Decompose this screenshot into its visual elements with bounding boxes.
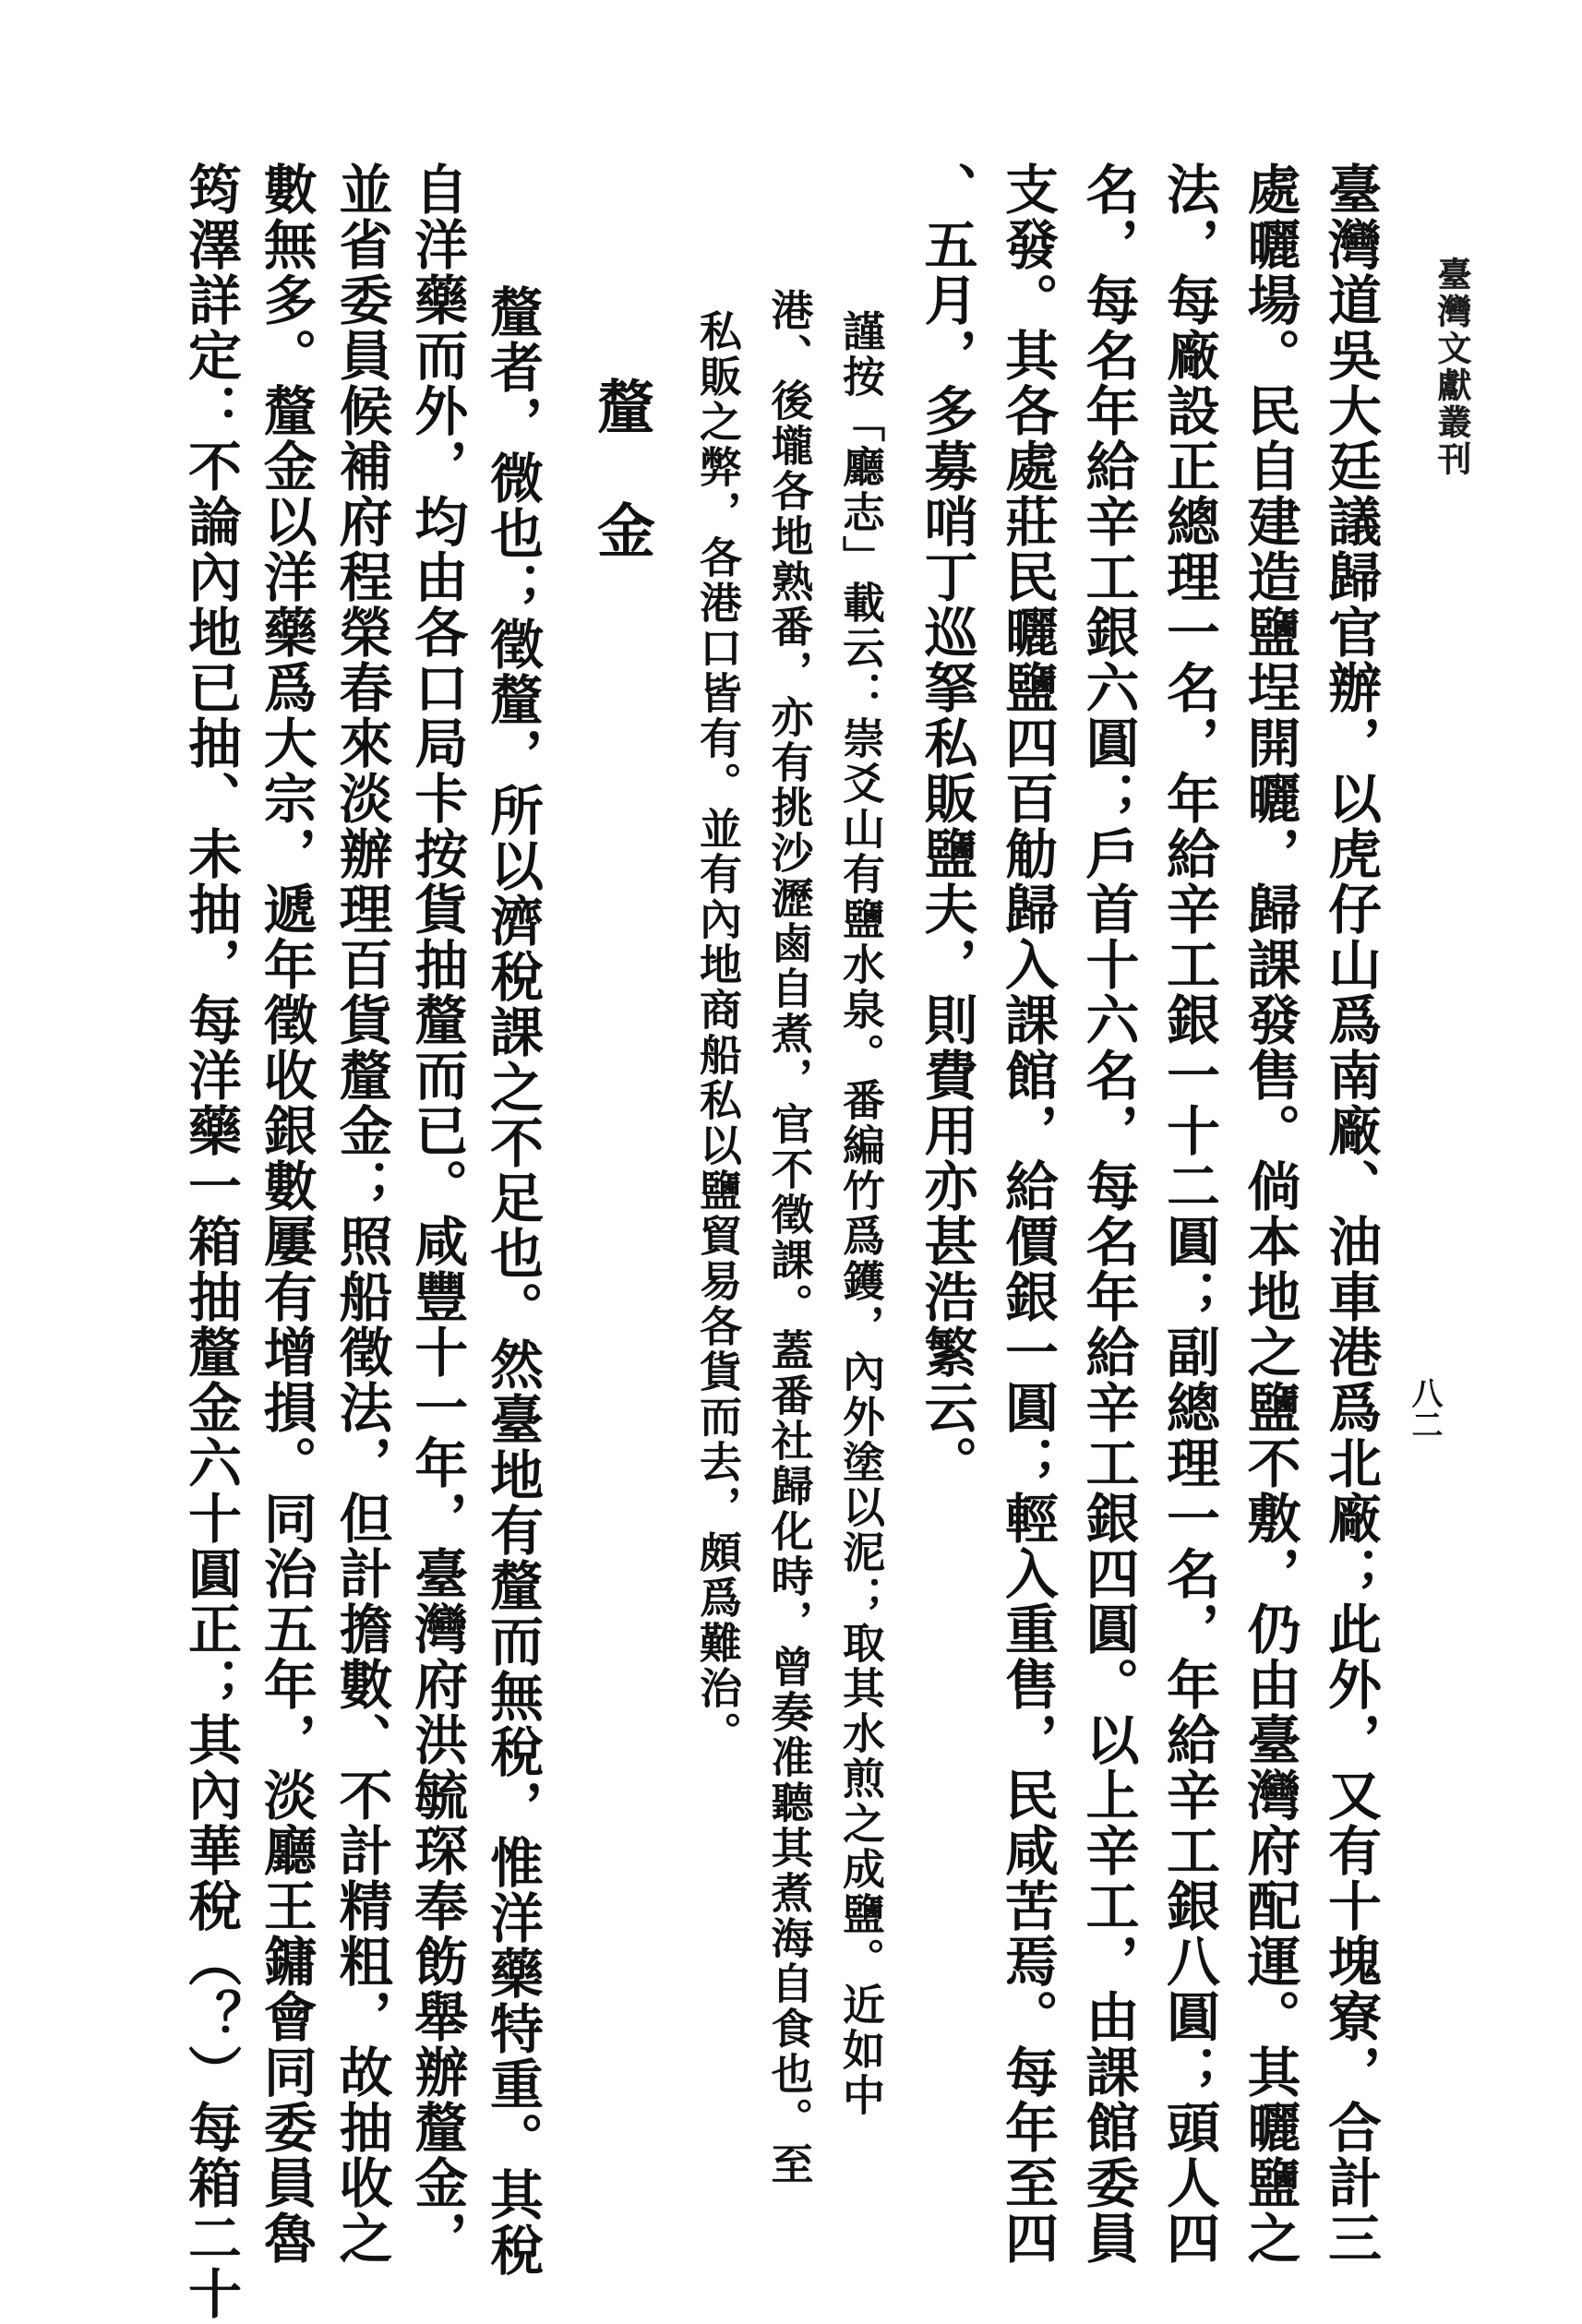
text-column: 臺灣道吳大廷議歸官辦，以虎仔山爲南廠、油車港爲北廠；此外，又有十塊寮，合計三	[1320, 162, 1380, 2266]
text-column: 並省委員候補府程榮春來淡辦理百貨釐金；照船徵法，但計擔數、不計精粗，故抽收之	[330, 162, 391, 2266]
series-title: 臺灣文獻叢刊	[1432, 257, 1469, 478]
text-column: 港、後壠各地熟番，亦有挑沙瀝鹵自煮，官不徵課。蓋番社歸化時，曾奏准聽其煮海自食也。至	[765, 288, 813, 2187]
text-column: 筠澤詳定：不論內地已抽、未抽，每洋藥一箱抽釐金六十圓正；其內華稅（？）每箱二十	[180, 162, 240, 2321]
page-number: 八二	[1407, 1377, 1441, 1440]
text-column: 自洋藥而外，均由各口局卡按貨抽釐而已。咸豐十一年，臺灣府洪毓琛奉飭舉辦釐金，	[406, 162, 467, 2266]
text-column: 支發。其各處莊民曬鹽四百觔歸入課館，給價銀一圓；輕入重售，民咸苦焉。每年至四	[997, 162, 1057, 2266]
text-column: 處曬場。民自建造鹽埕開曬，歸課發售。倘本地之鹽不敷，仍由臺灣府配運。其曬鹽之	[1239, 162, 1300, 2266]
text-column: 名，每名年給辛工銀六圓；戶首十六名，每名年給辛工銀四圓。以上辛工，由課館委員	[1077, 162, 1138, 2266]
text-column: 法，每廠設正總理一名，年給辛工銀一十二圓；副總理一名，年給辛工銀八圓；頭人四	[1158, 162, 1218, 2266]
section-heading-likin: 釐 金	[589, 377, 653, 562]
text-column: 謹按「廳志」載云：崇爻山有鹽水泉。番編竹爲鑊，內外塗以泥；取其水煎之成鹽。近如中	[837, 309, 884, 2118]
text-column: 、五月，多募哨丁巡拏私販鹽夫，則費用亦甚浩繁云。	[916, 162, 977, 1491]
text-column: 私販之弊，各港口皆有。並有內地商船私以鹽貿易各貨而去，頗爲難治。	[694, 309, 741, 1756]
text-column: 數無多。釐金以洋藥爲大宗，遞年徵收銀數屢有增損。同治五年，淡廳王鏞會同委員魯	[255, 162, 316, 2266]
text-column: 釐者，微也；徵釐，所以濟稅課之不足也。然臺地有釐而無稅，惟洋藥特重。其稅	[482, 284, 542, 2278]
